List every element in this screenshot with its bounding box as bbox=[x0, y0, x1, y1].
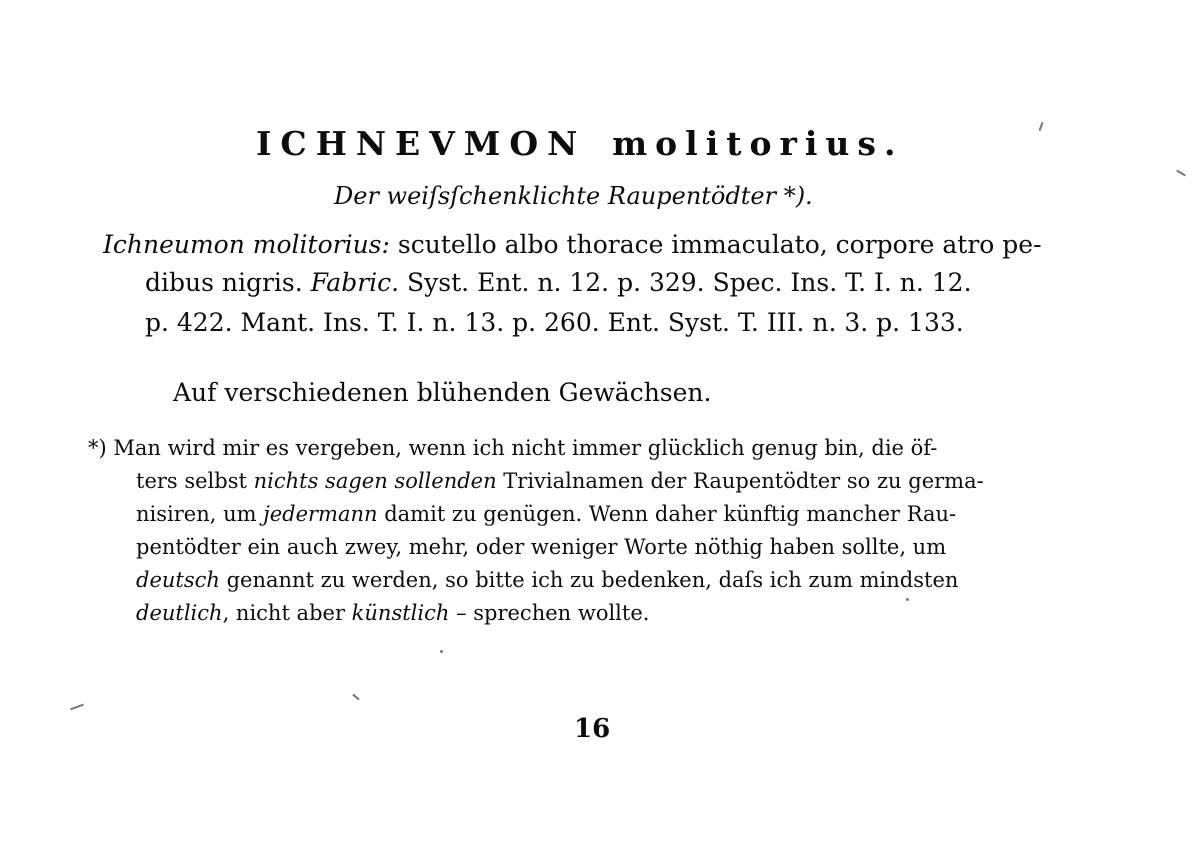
footnote-emphasis: jedermann bbox=[263, 502, 378, 526]
author-reference: Fabric. bbox=[310, 268, 400, 297]
footnote-line-2 bbox=[136, 469, 984, 493]
footnote-line-6 bbox=[136, 601, 649, 625]
footnote-line-5 bbox=[136, 568, 958, 592]
footnote-emphasis: künstlich bbox=[351, 601, 450, 625]
german-common-name: Der weiſsſchenklichte Raupentödter *). bbox=[334, 182, 813, 210]
description-line-1 bbox=[103, 230, 1042, 259]
taxon-name: Ichneumon molitorius: bbox=[103, 230, 390, 259]
reference-text: Syst. Ent. n. 12. p. 329. Spec. Ins. T. I. n. 12. bbox=[399, 268, 972, 297]
footnote-line-1: *) Man wird mir es vergeben, wenn ich nicht immer glücklich genug bin, die öf- bbox=[88, 436, 938, 460]
habitat-note: Auf verschiedenen blühenden Gewächsen. bbox=[173, 378, 712, 407]
footnote-text: nisiren, um bbox=[136, 502, 264, 526]
description-text: dibus nigris. bbox=[145, 268, 311, 297]
paper-speck bbox=[1039, 122, 1044, 131]
paper-speck bbox=[440, 650, 443, 653]
footnote-emphasis: deutlich bbox=[136, 601, 223, 625]
footnote-line-3 bbox=[136, 502, 956, 526]
paper-speck bbox=[1176, 170, 1186, 177]
description-text: scutello albo thorace immaculato, corpore atro pe- bbox=[389, 230, 1042, 259]
genus-name: ICHNEVMON bbox=[256, 124, 587, 163]
page-title bbox=[256, 124, 904, 163]
paper-speck bbox=[906, 598, 909, 601]
footnote-text: Trivialnamen der Raupentödter so zu germa- bbox=[496, 469, 984, 493]
species-name: molitorius. bbox=[612, 124, 904, 163]
description-line-3: p. 422. Mant. Ins. T. I. n. 13. p. 260. Ent. Syst. T. III. n. 3. p. 133. bbox=[145, 308, 964, 337]
footnote-emphasis: deutsch bbox=[136, 568, 220, 592]
footnote-emphasis: nichts sagen sollenden bbox=[253, 469, 497, 493]
footnote-text: – sprechen wollte. bbox=[449, 601, 650, 625]
description-line-2 bbox=[145, 268, 972, 297]
page-number: 16 bbox=[574, 714, 611, 744]
footnote-text: ters selbst bbox=[136, 469, 254, 493]
footnote-text: damit zu genügen. Wenn daher künftig mancher Rau- bbox=[377, 502, 957, 526]
footnote-text: genannt zu werden, so bitte ich zu bedenken, daſs ich zum mindsten bbox=[219, 568, 959, 592]
footnote-text: , nicht aber bbox=[222, 601, 352, 625]
paper-speck bbox=[70, 704, 84, 711]
paper-speck bbox=[352, 694, 359, 701]
footnote-line-4: pentödter ein auch zwey, mehr, oder weniger Worte nöthig haben sollte, um bbox=[136, 535, 947, 559]
